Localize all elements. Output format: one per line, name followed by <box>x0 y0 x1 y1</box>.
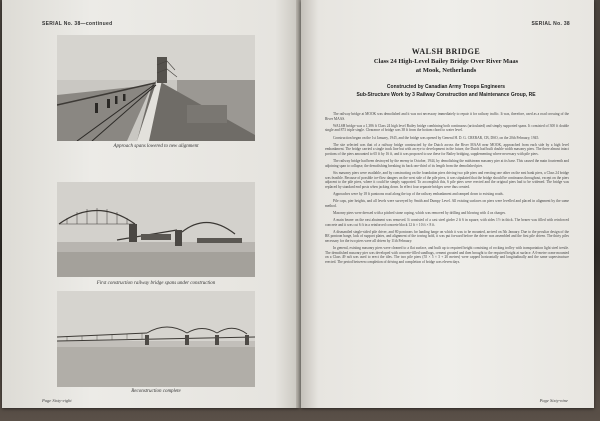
left-folio: Page Sixty-eight <box>42 398 72 403</box>
paragraph: In general, existing masonry piers were cleaned to a flat surface, and built up to required height consisting of rocking trolley with transportation light steel trestle. The demolished masonry pier was developed with concrete-filled sandbags, cement grouted and then brought to the required height at surface. A 6-metre crane mounted on a Class 49 raft was used to erect the tiles. The two pile piers (55 × 5 × 3 + 20 metres) were capped horizontally and longitudinally and the same superstructure erected. The period between completion of driving and completion of bridge was eleven days. <box>325 246 569 264</box>
paragraph: The railway bridge had been destroyed by the enemy in October, 1944, by demolishing the midstream masonry pier at its base. This caused the main fourteenth and adjoining span to collapse, the demolishing breaking its back one-third of its length from the demolished pier. <box>325 159 569 168</box>
photo-approach-spans <box>57 35 255 141</box>
paragraph: WALSH bridge was a 1,386 ft Class 24 high level Bailey bridge combining both continuous (articulated) and simply supported spans. It consisted of 300 ft double single and 873 triple single. Clearance of bridge was 38 ft from the bottom chord to water level. <box>325 123 569 133</box>
subtitle-line-1: Class 24 High-Level Bailey Bridge Over River Maas <box>373 58 519 65</box>
paragraph: Six masonry piers were available, and by constructing on the foundation piers driving two pile piers and erecting one other on the east bank piers, a Class 24 bridge was feasible. Because of possible ice-flow dangers on the west side of the pile piers, it was stipulated that the bridge should be continuous throughout, except on the piers adjacent to the pile piers, where it could be simply supported. To accomplish this, 6 pile piers were erected and the original piers had to be widened. The bridge was replaced by standard end posts when jacking down. In effect four separate bridges were thus created. <box>325 170 570 189</box>
credit-line-1: Constructed by Canadian Army Troops Engineers <box>386 84 506 90</box>
paragraph: Masonry piers were dressed with a pitched stone coping, which was removed by drilling and blowing with 4 oz charges. <box>333 210 506 215</box>
open-book <box>2 0 596 412</box>
paragraph: The railway bridge at MOOK was demolished and it was not necessary immediately to repair it for railway traffic. It was, therefore, used as a road crossing of the River MAAS. <box>325 112 569 121</box>
paragraph: Construction began on the 1st January, 1945, and the bridge was opened by General H. D. G. CRERAR, CB, DSO, on the 20th February, 1945. <box>333 135 540 140</box>
caption-1: Approach spans lowered to new alignment <box>113 144 199 149</box>
paragraph: The site selected was that of a railway bridge constructed by the Dutch across the River MAAS near MOOK, approached from each side by a high level embankment. The bridge carried a single track line but with an eye to development in the future, the Dutch had built double width masonry piers. The three almost intact portions of the piers amounted to 65 ft by 16 ft, and it was proposed to use these for Bailey bridging, supplementing where necessary with pile piers. <box>325 142 569 156</box>
photo-railway-bridge-construction <box>57 182 255 277</box>
right-page <box>301 0 594 408</box>
caption-3: Reconstruction complete <box>131 389 181 394</box>
article-body <box>325 112 569 267</box>
paragraph: Pile caps, pier heights, and all levels were surveyed by Smith and Dumpy Level. All existing surfaces on piers were levelled and placed in alignment by the same method. <box>325 199 569 208</box>
paragraph: A dismantled single-sided pile driver, and 80 pontoons for landing barge on which it was to be mounted, arrived on 5th January. Due to the peculiar design of the RE pontoon barge, lack of support plates, and alignment of the towing hold, it was put forward before the driver was assembled and the first pile driven. The thirty piles necessary for the two piers were all driven by 11th February. <box>325 229 569 243</box>
caption-2: First construction railway bridge spans under construction <box>96 281 216 286</box>
right-folio: Page Sixty-nine <box>539 398 568 403</box>
right-running-header: SERIAL No. 38 <box>531 21 570 27</box>
paragraph: Approaches were by 18 ft pontoons road along the top of the railway embankment and ramped down to existing roads. <box>333 191 504 196</box>
photo-reconstruction-complete <box>57 291 255 387</box>
left-page <box>2 0 299 408</box>
credit-line-2: Sub-Structure Work by 3 Railway Construction and Maintenance Group, RE <box>356 92 536 98</box>
paragraph: A main bearer on the east abutment was removed. It consisted of a cast steel girder 2 ft 6 in square, with sides 1½ in thick. The bearer was filled with reinforced concrete and it was cut 6 ft in a reinforced concrete block 12 ft × 10 ft × 8 ft. <box>325 218 569 227</box>
article-title: WALSH BRIDGE <box>411 47 481 56</box>
left-running-header: SERIAL No. 38—continued <box>42 21 113 27</box>
article-subtitle <box>321 57 571 75</box>
subtitle-line-2: at Mook, Netherlands <box>415 67 477 74</box>
